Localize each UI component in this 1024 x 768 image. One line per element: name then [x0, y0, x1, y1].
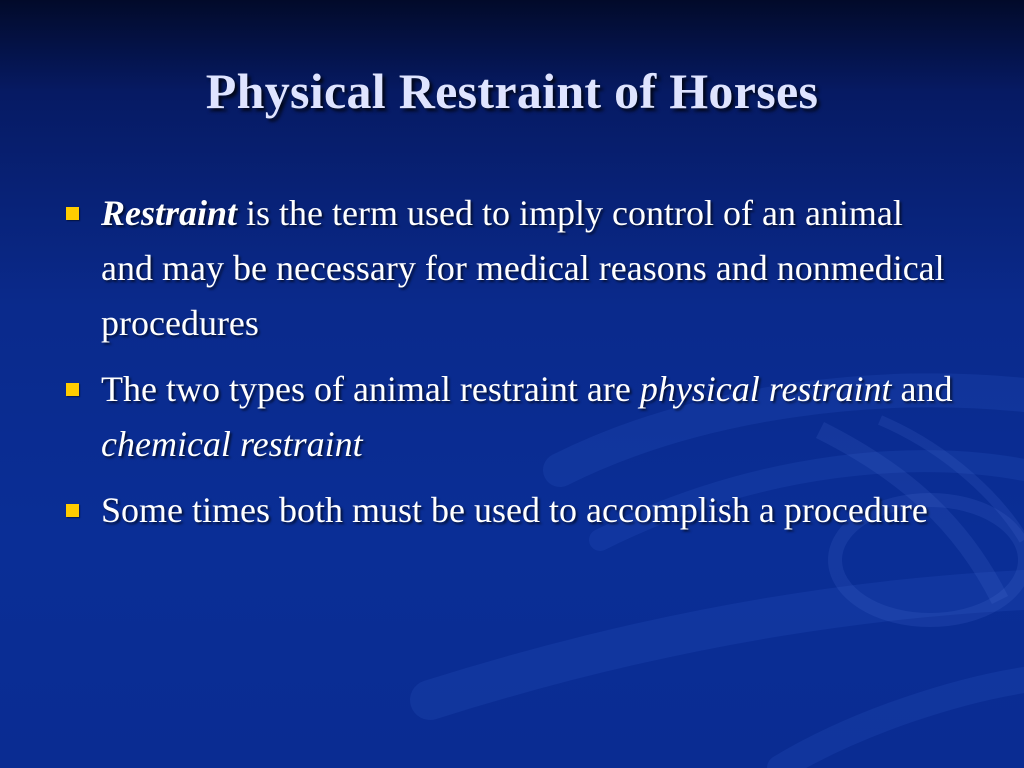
square-bullet-icon — [66, 207, 79, 220]
term-physical-restraint: physical restraint — [639, 369, 892, 409]
bullet-text: The two types of animal restraint are — [101, 369, 640, 409]
term-chemical-restraint: chemical restraint — [101, 424, 363, 464]
bullet-text: Some times both must be used to accomplish a procedure — [101, 490, 928, 530]
bullet-list — [60, 186, 960, 549]
bullet-item-restraint-types — [60, 362, 960, 472]
square-bullet-icon — [66, 383, 79, 396]
bullet-item-restraint-definition — [60, 186, 960, 351]
bullet-text: is the term used to imply control of an animal and may be necessary for medical reasons and nonmedical procedures — [101, 193, 945, 343]
slide-title: Physical Restraint of Horses — [205, 63, 819, 119]
square-bullet-icon — [66, 504, 79, 517]
term-restraint: Restraint — [101, 193, 238, 233]
bullet-item-both-used — [60, 483, 960, 538]
bullet-text-connector: and — [891, 369, 953, 409]
